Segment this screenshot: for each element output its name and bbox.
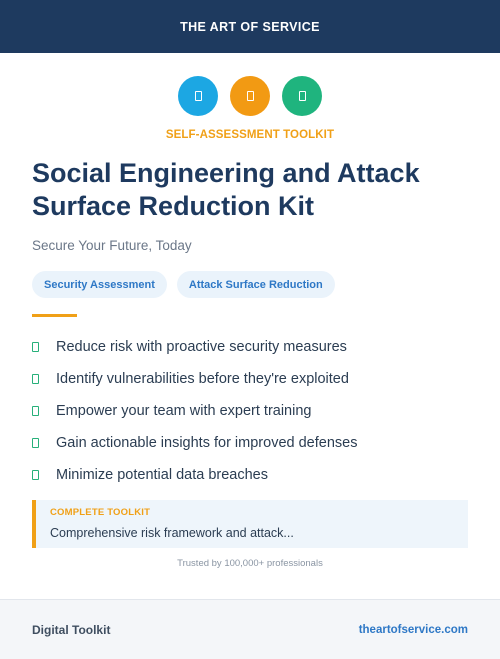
list-item	[32, 331, 357, 363]
tag-security-assessment[interactable]: Security Assessment	[32, 271, 167, 298]
shield-glyph	[195, 91, 202, 101]
tag-attack-surface-reduction[interactable]: Attack Surface Reduction	[177, 271, 335, 298]
benefit-text: Gain actionable insights for improved defenses	[56, 435, 358, 451]
check-glyph	[299, 91, 306, 101]
footer-product-type: Digital Toolkit	[32, 622, 111, 637]
benefit-text: Identify vulnerabilities before they're exploited	[56, 371, 349, 387]
page-title: Social Engineering and Attack Surface Reduction Kit	[32, 158, 420, 221]
lock-icon	[230, 76, 270, 116]
bullet-check-icon	[32, 406, 39, 416]
benefit-text: Minimize potential data breaches	[56, 467, 268, 483]
header-bar	[0, 0, 500, 53]
toolkit-callout[interactable]	[32, 500, 468, 548]
tag-list	[32, 271, 335, 298]
subtitle: Secure Your Future, Today	[32, 238, 192, 253]
callout-text: Comprehensive risk framework and attack...	[50, 526, 294, 540]
accent-divider	[32, 314, 77, 317]
shield-icon	[178, 76, 218, 116]
list-item	[32, 427, 357, 459]
footer-bar	[0, 599, 500, 659]
callout-label: COMPLETE TOOLKIT	[50, 507, 151, 518]
list-item	[32, 363, 357, 395]
bullet-check-icon	[32, 438, 39, 448]
footer-website-link[interactable]: theartofservice.com	[358, 623, 468, 636]
check-icon	[282, 76, 322, 116]
brand-name: THE ART OF SERVICE	[180, 19, 320, 34]
lock-glyph	[247, 91, 254, 101]
benefit-list	[32, 331, 357, 491]
bullet-check-icon	[32, 470, 39, 480]
benefit-text: Empower your team with expert training	[56, 403, 312, 419]
feature-icons	[0, 76, 500, 116]
list-item	[32, 459, 357, 491]
list-item	[32, 395, 357, 427]
bullet-check-icon	[32, 374, 39, 384]
bullet-check-icon	[32, 342, 39, 352]
trusted-note: Trusted by 100,000+ professionals	[177, 558, 323, 569]
benefit-text: Reduce risk with proactive security measures	[56, 339, 347, 355]
eyebrow-label: SELF-ASSESSMENT TOOLKIT	[165, 129, 335, 141]
